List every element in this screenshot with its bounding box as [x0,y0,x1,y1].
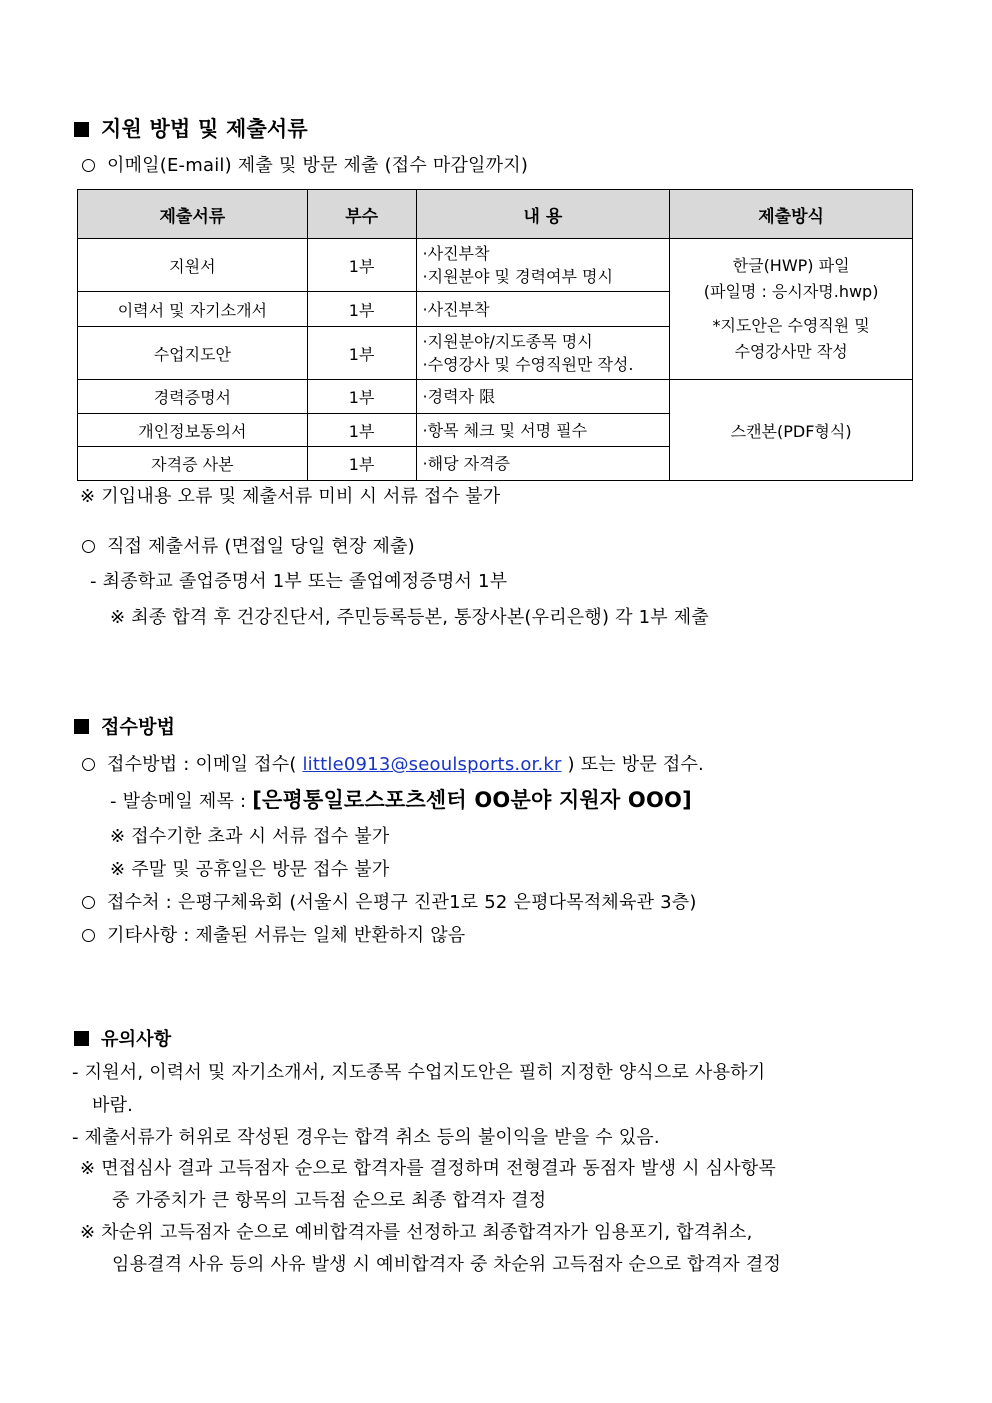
notice-note-2: ※ 차순위 고득점자 순으로 예비합격자를 선정하고 최종합격자가 임용포기, 합격취소, [80,1222,753,1243]
content-line: ·지원분야/지도종목 명시 [422,332,593,351]
doc-cell: 자격증 사본 [78,447,308,481]
doc-cell: 경력증명서 [78,380,308,414]
doc-cell: 이력서 및 자기소개서 [78,292,308,327]
circle-bullet-icon [82,758,95,771]
method-line [82,753,704,777]
square-bullet-icon [74,1031,89,1046]
header-copies: 부수 [307,190,416,239]
place-line [82,891,697,915]
copies-cell: 1부 [307,292,416,327]
method-suffix: ) 또는 방문 접수. [561,754,704,775]
doc-cell: 수업지도안 [78,327,308,380]
notice-note-2-cont: 임용결격 사유 등의 사유 발생 시 예비합격자 중 차순위 고득점자 순으로 합격자 결정 [112,1254,782,1275]
subject-prefix: - 발송메일 제목 : [110,791,253,812]
table-note: ※ 기입내용 오류 및 제출서류 미비 시 서류 접수 불가 [80,486,501,507]
content-cell [416,292,670,327]
content-line: ·해당 자격증 [422,454,510,473]
section-title-text: 접수방법 [101,716,176,738]
documents-table [77,189,913,481]
etc-line [82,924,465,948]
content-cell [416,414,670,447]
direct-item: - 최종학교 졸업증명서 1부 또는 졸업예정증명서 1부 [90,571,508,592]
subject-line [110,788,692,814]
section-title-application [74,117,308,141]
copies-cell: 1부 [307,447,416,481]
intro-text: 이메일(E-mail) 제출 및 방문 제출 (접수 마감일까지) [107,155,529,176]
copies-cell: 1부 [307,239,416,292]
content-cell [416,447,670,481]
section-title-reception [74,715,175,739]
notice-note-1: ※ 면접심사 결과 고득점자 순으로 합격자를 결정하며 전형결과 동점자 발생 시 심사항목 [80,1158,776,1179]
table-header-row [78,190,913,239]
doc-cell: 개인정보동의서 [78,414,308,447]
method-line: (파일명 : 응시자명.hwp) [703,282,879,301]
copies-cell: 1부 [307,380,416,414]
direct-title-text: 직접 제출서류 (면접일 당일 현장 제출) [107,536,415,557]
content-cell [416,327,670,380]
table-row [78,239,913,292]
section-title-notice [74,1028,171,1052]
doc-cell: 지원서 [78,239,308,292]
intro-line [82,154,528,178]
notice-item-2: - 제출서류가 허위로 작성된 경우는 합격 취소 등의 불이익을 받을 수 있음. [72,1127,660,1148]
content-line: ·사진부착 [422,299,490,319]
method-line: 수영강사만 작성 [734,342,848,361]
notice-item-1: - 지원서, 이력서 및 자기소개서, 지도종목 수업지도안은 필히 지정한 양식으로 사용하기 [72,1062,766,1083]
method-prefix: 접수방법 : 이메일 접수( [107,754,303,775]
circle-bullet-icon [82,159,95,172]
direct-note: ※ 최종 합격 후 건강진단서, 주민등록등본, 통장사본(우리은행) 각 1부 제출 [110,607,709,628]
method-line: *지도안은 수영직원 및 [712,316,870,335]
copies-cell: 1부 [307,327,416,380]
content-cell [416,239,670,292]
email-link[interactable]: little0913@seoulsports.or.kr [302,754,562,775]
header-doc: 제출서류 [78,190,308,239]
circle-bullet-icon [82,896,95,909]
method-line: 한글(HWP) 파일 [732,256,850,275]
header-method: 제출방식 [670,190,913,239]
header-content: 내 용 [416,190,670,239]
place-text: 접수처 : 은평구체육회 (서울시 은평구 진관1로 52 은평다목적체육관 3층) [107,892,697,913]
section-title-text: 유의사항 [101,1029,172,1050]
method-cell-pdf: 스캔본(PDF형식) [670,380,913,481]
subject-text: [은평통일로스포츠센터 OO분야 지원자 OOO] [252,788,692,812]
content-line: ·수영강사 및 수영직원만 작성. [422,355,634,374]
notice-note-1-cont: 중 가중치가 큰 항목의 고득점 순으로 최종 합격자 결정 [112,1190,547,1211]
reception-note-2: ※ 주말 및 공휴일은 방문 접수 불가 [110,859,390,880]
circle-bullet-icon [82,540,95,553]
content-line: ·항목 체크 및 서명 필수 [422,420,588,440]
reception-note-1: ※ 접수기한 초과 시 서류 접수 불가 [110,826,390,847]
table-row [78,380,913,414]
copies-cell: 1부 [307,414,416,447]
square-bullet-icon [74,122,89,137]
method-cell-hwp [670,239,913,380]
content-line: ·지원분야 및 경력여부 명시 [422,267,613,286]
notice-item-1-cont: 바람. [92,1095,134,1116]
circle-bullet-icon [82,929,95,942]
content-cell [416,380,670,414]
etc-text: 기타사항 : 제출된 서류는 일체 반환하지 않음 [107,925,466,946]
square-bullet-icon [74,719,89,734]
direct-title-line [82,535,415,559]
section-title-text: 지원 방법 및 제출서류 [101,117,308,141]
content-line: ·경력자 限 [422,387,496,406]
content-line: ·사진부착 [422,244,490,263]
